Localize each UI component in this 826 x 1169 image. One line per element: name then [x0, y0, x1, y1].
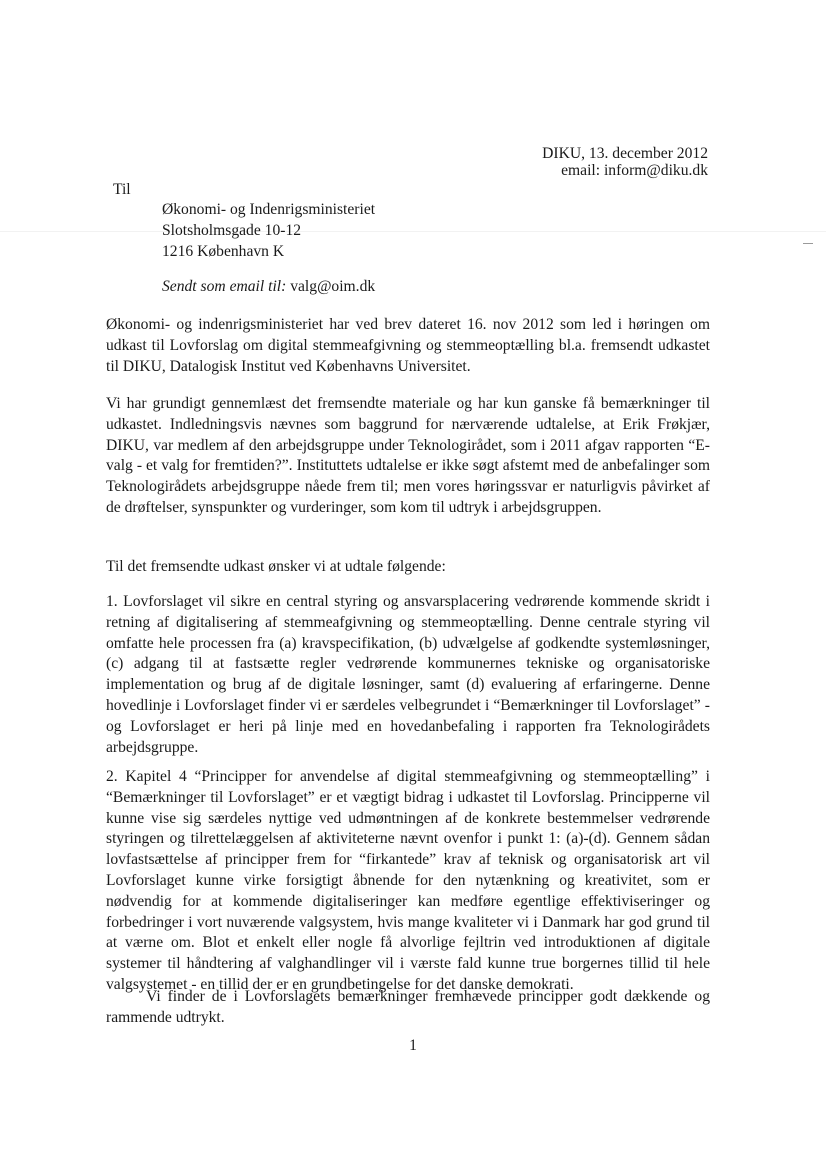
recipient-street: Slotsholmsgade 10-12: [162, 222, 302, 239]
recipient-til: Til: [113, 181, 131, 198]
recipient-city: 1216 København K: [162, 243, 285, 260]
sent-as-email-line: [162, 276, 375, 297]
paragraph-background: Vi har grundigt gennemlæst det fremsendte materiale og har kun ganske få bemærkninger til udkastet. Indledningsvis nævnes som baggrund for nærværende udtalelse, at Erik Frøkjær, DIKU, var medlem af den arbejdsgruppe under Teknologirådet, som i 2011 afgav rapporten “E-valg - et valg for fremtiden?”. Instituttets udtalelse er ikke søgt afstemt med de anbefalinger som Teknologirådets arbejdsgruppe nåede frem til; men vores høringssvar er naturligvis påvirket af de drøftelser, synspunkter og vurderinger, som kom til udtryk i arbejdsgruppen.: [106, 395, 710, 516]
letter-date: DIKU, 13. december 2012: [542, 145, 708, 162]
scan-artifact-mark: [803, 243, 813, 244]
sent-email: valg@oim.dk: [290, 278, 376, 295]
paragraph-point-1: 1. Lovforslaget vil sikre en central styring og ansvarsplacering vedrørende kommende skridt i retning af digitalisering af stemmeafgivning og stemmeoptælling. Denne centrale styring vil omfatte hele processen fra (a) kravspecifikation, (b) udvælgelse af godkendte systemløsninger, (c) adgang til at fastsætte regler vedrørende kommunernes tekniske og organisatoriske implementation og brug af de digitale løsninger, samt (d) evaluering af erfaringerne. Denne hovedlinje i Lovforslaget finder vi er særdeles velbegrundet i “Bemærkninger til Lovforslaget” - og Lovforslaget er heri på linje med en hovedanbefaling i rapporten fra Teknologirådets arbejdsgruppe.: [106, 593, 710, 756]
sent-label: Sendt som email til:: [162, 278, 287, 295]
recipient-org: Økonomi- og Indenrigsministeriet: [162, 201, 376, 218]
paragraph-intro: Økonomi- og indenrigsministeriet har ved brev dateret 16. nov 2012 som led i høringen om udkast til Lovforslag om digital stemmeafgivning og stemmeoptælling bl.a. fremsendt udkastet til DIKU, Datalogisk Institut ved Københavns Universitet.: [106, 316, 710, 375]
paragraph-point-2: 2. Kapitel 4 “Principper for anvendelse af digital stemmeafgivning og stemmeoptælling” i “Bemærkninger til Lovforslaget” er et vægtigt bidrag i udkastet til Lovforslag. Principperne vil kunne vise sig særdeles nyttige ved udmøntningen af de konkrete bestemmelser vedrørende styringen og tilrettelæggelsen af aktiviteterne nævnt ovenfor i punkt 1: (a)-(d). Gennem sådan lovfastsættelse af principper frem for “firkantede” krav af teknisk og organisatorisk art vil Lovforslaget kunne virke forsigtigt åbnende for den nytænkning og kreativitet, som er nødvendig for at kommende digitaliseringer kan medføre egentlige effektiviseringer og forbedringer i vort nuværende valgsystem, hvis mange kvaliteter vi i Danmark har god grund til at værne om. Blot et enkelt eller nogle få alvorlige fejltrin ved introduktionen af digitale systemer til håndtering af valghandlinger vil i værste fald kunne true borgernes tillid til hele valgsystemet - en tillid der er en grundbetingelse for det danske demokrati.: [106, 768, 710, 993]
page-number: 1: [409, 1037, 417, 1054]
paragraph-lead-in: Til det fremsendte udkast ønsker vi at udtale følgende:: [106, 558, 446, 575]
scan-artifact-line: [0, 231, 826, 232]
sender-email: email: inform@diku.dk: [561, 162, 708, 179]
paragraph-conclusion: Vi finder de i Lovforslagets bemærkninger fremhævede principper godt dækkende og rammende udtrykt.: [106, 988, 710, 1026]
